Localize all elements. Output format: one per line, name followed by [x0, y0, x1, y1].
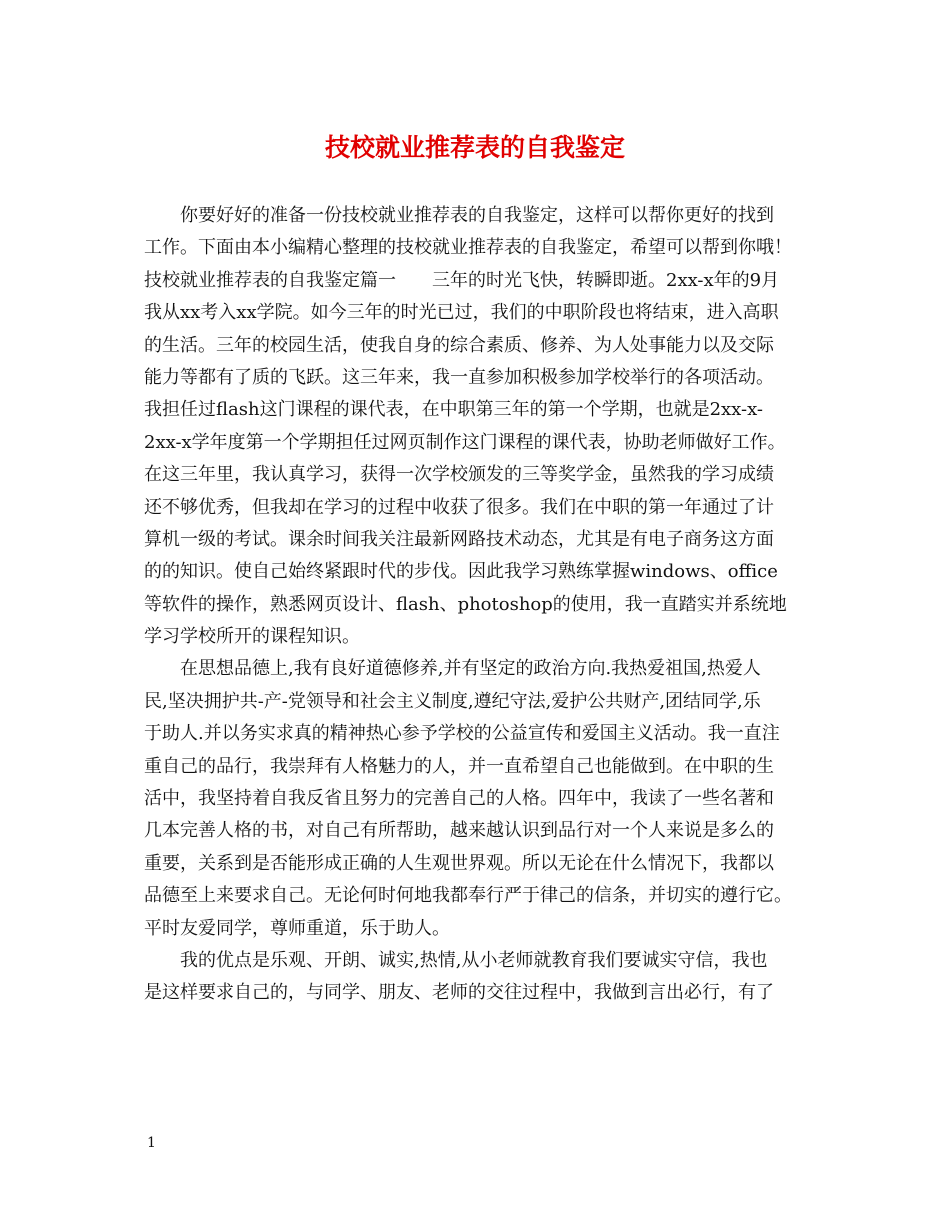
text-line: 重自己的品行，我崇拜有人格魅力的人，并一直希望自己也能做到。在中职的生	[144, 755, 774, 777]
text-line: 我从xx考入xx学院。如今三年的时光已过，我们的中职阶段也将结束，进入高职	[144, 302, 779, 324]
text-line: 于助人.并以务实求真的精神热心参予学校的公益宣传和爱国主义活动。我一直注	[144, 723, 780, 745]
text-line: 几本完善人格的书，对自己有所帮助，越来越认识到品行对一个人来说是多么的	[144, 820, 774, 842]
text-line: 重要，关系到是否能形成正确的人生观世界观。所以无论在什么情况下，我都以	[144, 852, 774, 874]
text-line: 技校就业推荐表的自我鉴定篇一 三年的时光飞快，转瞬即逝。2xx-x年的9月	[144, 269, 780, 291]
text-line: 民,坚决拥护共-产-党领导和社会主义制度,遵纪守法,爱护公共财产,团结同学,乐	[144, 690, 761, 712]
text-line: 是这样要求自己的，与同学、朋友、老师的交往过程中，我做到言出必行，有了	[144, 982, 774, 1004]
text-line: 在思想品德上,我有良好道德修养,并有坚定的政治方向.我热爱祖国,热爱人	[180, 658, 761, 680]
page-number: 1	[147, 1135, 156, 1151]
text-line: 在这三年里，我认真学习，获得一次学校颁发的三等奖学金，虽然我的学习成绩	[144, 464, 774, 486]
text-line: 还不够优秀，但我却在学习的过程中收获了很多。我们在中职的第一年通过了计	[144, 496, 774, 518]
text-line: 2xx-x学年度第一个学期担任过网页制作这门课程的课代表，协助老师做好工作。	[144, 431, 786, 453]
text-line: 活中，我坚持着自我反省且努力的完善自己的人格。四年中，我读了一些名著和	[144, 788, 774, 810]
text-line: 等软件的操作，熟悉网页设计、flash、photoshop的使用，我一直踏实并系统地	[144, 593, 787, 615]
text-line: 我担任过flash这门课程的课代表，在中职第三年的第一个学期，也就是2xx-x-	[144, 399, 764, 421]
text-line: 你要好好的准备一份技校就业推荐表的自我鉴定，这样可以帮你更好的找到	[180, 205, 774, 226]
text-line: 算机一级的考试。课余时间我关注最新网路技术动态，尤其是有电子商务这方面	[144, 528, 774, 550]
text-line: 的生活。三年的校园生活，使我自身的综合素质、修养、为人处事能力以及交际	[144, 334, 774, 356]
document-title: 技校就业推荐表的自我鉴定	[324, 133, 625, 162]
text-line: 学习学校所开的课程知识。	[144, 626, 360, 648]
text-line: 我的优点是乐观、开朗、诚实,热情,从小老师就教育我们要诚实守信，我也	[180, 949, 768, 971]
text-line: 的的知识。使自己始终紧跟时代的步伐。因此我学习熟练掌握windows、office	[144, 561, 778, 583]
text-line: 工作。下面由本小编精心整理的技校就业推荐表的自我鉴定，希望可以帮到你哦！	[144, 237, 792, 259]
document-body	[144, 200, 812, 1010]
text-line: 平时友爱同学，尊师重道，乐于助人。	[144, 917, 450, 939]
text-line: 能力等都有了质的飞跃。这三年来，我一直参加积极参加学校举行的各项活动。	[144, 366, 774, 388]
text-line: 品德至上来要求自己。无论何时何地我都奉行严于律己的信条，并切实的遵行它。	[144, 885, 792, 907]
